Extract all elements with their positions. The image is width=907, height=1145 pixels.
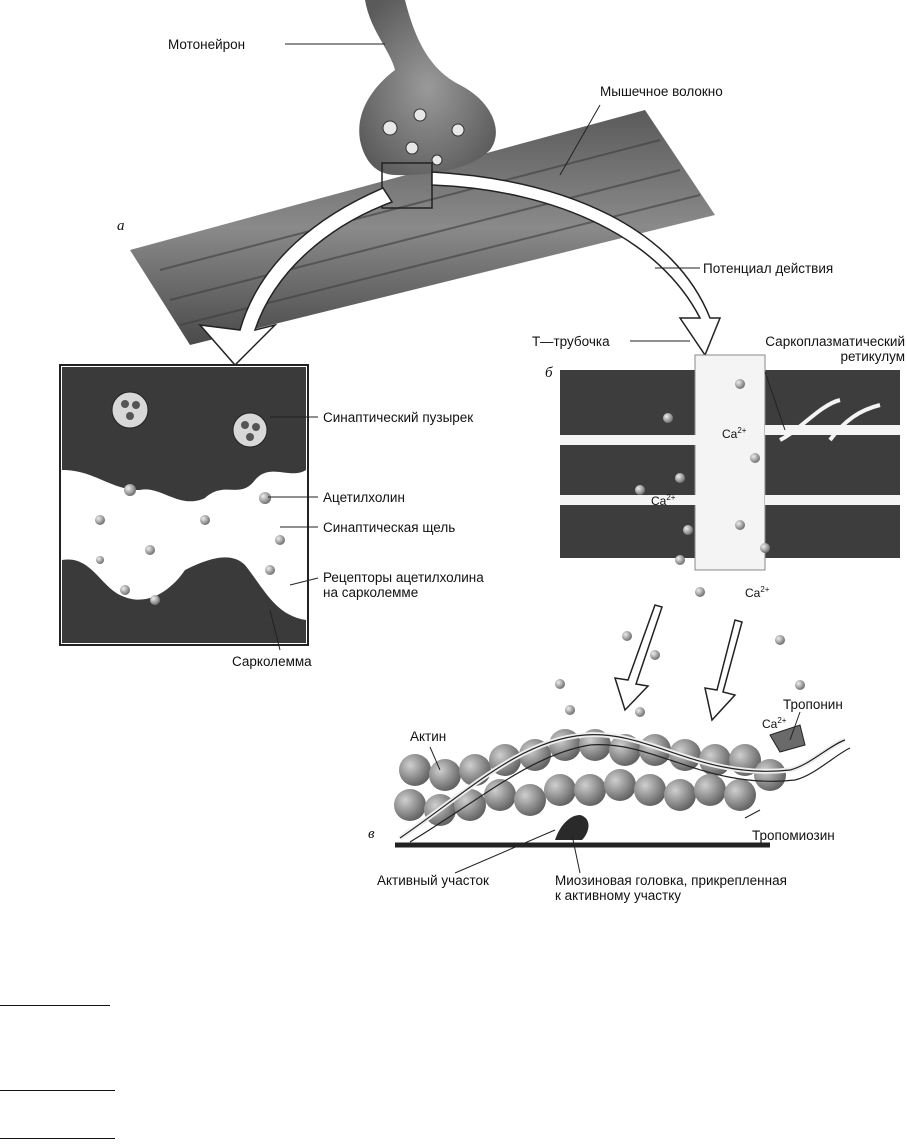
label-sarcolemma: Сарколемма: [232, 654, 312, 669]
synapse-detail: [60, 365, 308, 645]
label-active-site: Активный участок: [377, 873, 489, 888]
label-acetylcholine: Ацетилхолин: [323, 490, 405, 505]
calcium-label: $Ca^{2+}$: [762, 716, 787, 731]
label-actin: Актин: [410, 729, 447, 744]
label-t-tubule: Т—трубочка: [532, 334, 610, 349]
label-action-potential: Потенциал действия: [703, 261, 834, 276]
label-muscle-fiber: Мышечное волокно: [600, 84, 723, 99]
label-tropomyosin: Тропомиозин: [752, 828, 835, 843]
panel-label-c: в: [368, 826, 375, 842]
ca-release-arrows: [615, 605, 742, 720]
panel-label-b: б: [545, 365, 553, 381]
label-troponin: Тропонин: [783, 697, 843, 712]
label-ach-receptors: Рецепторы ацетилхолина на сарколемме: [323, 570, 484, 600]
label-myosin-head: Миозиновая головка, прикрепленная к активному участку: [555, 873, 787, 903]
label-motoneuron: Мотонейрон: [168, 37, 246, 52]
answer-line: [0, 1090, 115, 1091]
answer-line: [0, 1005, 110, 1006]
label-synaptic-cleft: Синаптическая щель: [323, 520, 456, 535]
panel-label-a: а: [117, 218, 125, 234]
label-synaptic-vesicle: Синаптический пузырек: [323, 410, 474, 425]
calcium-label: $Ca^{2+}$: [745, 585, 770, 600]
label-sarcoplasmic-reticulum: Саркоплазматический ретикулум: [765, 334, 905, 364]
actin-filament: [394, 725, 850, 845]
answer-line: [0, 1138, 115, 1139]
calcium-label: $Ca^{2+}$: [722, 426, 747, 441]
calcium-label: $Ca^{2+}$: [651, 493, 676, 508]
